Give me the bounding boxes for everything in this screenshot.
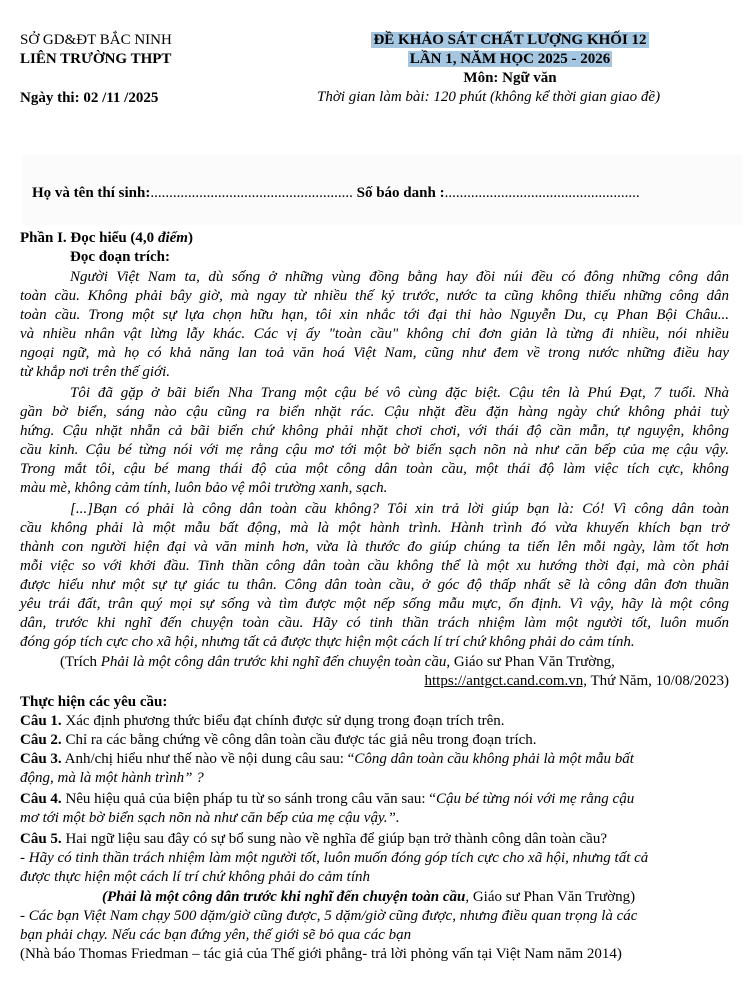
read-passage-label: Đọc đoạn trích: (70, 249, 170, 265)
question-4-label: Câu 4. (20, 791, 62, 807)
passage-line: Tôi đã gặp ở bãi biển Nha Trang một cậu bé vô cùng đặc biệt. Cậu tên là Phú Đạt, 7 tuổi. Nhà (70, 385, 729, 401)
question-2 (20, 732, 537, 749)
source-author: , Giáo sư Phan Văn Trường, (446, 654, 615, 670)
passage-source-link-line (425, 673, 729, 690)
question-1-text: Xác định phương thức biểu đạt chính được sử dụng trong đoạn trích trên. (61, 713, 505, 729)
passage-line: và nhiều nhân vật lừng lẫy khác. Các vị ấy "toàn cầu" không chỉ đơn giản là từng đi nhiều, nói nhiều (20, 326, 729, 342)
passage-line: thành con người hiện đại và văn minh hơn, vừa là thước đo giúp chúng ta tiến lên mỗi ngày, làm tốt hơn (20, 539, 729, 555)
item1-source-author: , Giáo sư Phan Văn Trường) (465, 889, 636, 905)
question-5-text: Hai ngữ liệu sau đây có sự bổ sung nào về nghĩa để giúp bạn trở thành công dân toàn cầu? (61, 831, 607, 847)
question-4 (20, 791, 634, 808)
candidate-id-label: Số báo danh : (356, 185, 445, 201)
question-4-quote: Cậu bé từng nói với mẹ rằng cậu (435, 791, 635, 807)
question-2-label: Câu 2. (20, 732, 62, 748)
passage-line: mỗi việc so với khởi đầu. Tinh thần công dân toàn cầu không thể là một xu hướng thời đại, mà còn phải (20, 558, 729, 574)
candidate-info-line (32, 185, 640, 202)
question-5-label: Câu 5. (20, 831, 62, 847)
exam-title-line2-text: LẦN 1, NĂM HỌC 2025 - 2026 (409, 51, 611, 67)
question-4-quote-cont: mơ tới một bờ biển sạch nõn nà như căn bếp của mẹ cậu vậy.”. (20, 810, 400, 826)
passage-line: gần bờ biển, sáng nào cậu cũng ra biển nhặt rác. Cậu nhặt đều đặn hàng ngày chứ không phải tuỳ (20, 404, 729, 420)
candidate-name-field[interactable]: ...................................................... (150, 185, 353, 201)
passage-line: từ khắp nơi trên thế giới. (20, 364, 171, 380)
question-5-item2-source: (Nhà báo Thomas Friedman – tác giả của Thế giới phẳng- trả lời phỏng vấn tại Việt Nam năm 2014) (20, 946, 622, 962)
question-5-item1-cont: được thực hiện một cách lí trí chứ không phải do cảm tính (20, 869, 370, 885)
part1-heading-text: Phần I. Đọc hiểu (4,0 (20, 230, 158, 246)
question-5-item2: - Các bạn Việt Nam chạy 500 dặm/giờ cũng được, 5 dặm/giờ cũng được, nhưng điều quan trọng là các (20, 908, 638, 924)
department-name: SỞ GD&ĐT BẮC NINH (20, 32, 172, 48)
source-date: Thứ Năm, 10/08/2023) (586, 673, 729, 689)
question-3-quote: Công dân toàn cầu không phải là một mẫu bất (354, 751, 634, 767)
exam-title-line1-text: ĐỀ KHẢO SÁT CHẤT LƯỢNG KHỐI 12 (373, 32, 647, 48)
part1-heading-end: ) (187, 230, 193, 246)
passage-line: cầu kỉnh. Cậu bé từng nói với mẹ rằng cậu mơ tới một bờ biển sạch nõn nà như căn bếp của mẹ cậu vậy. (20, 442, 729, 458)
question-1-label: Câu 1. (20, 713, 62, 729)
part1-heading (20, 230, 193, 247)
passage-source (60, 654, 615, 671)
question-1 (20, 713, 505, 730)
part1-heading-points: điểm (157, 230, 188, 246)
passage-line: toàn cầu. Trong một sự lựa chọn hữu hạn, tôi xin nhắc tới đại thi hào Nguyễn Du, cụ Phan Bội Châu... (20, 307, 729, 323)
candidate-id-field[interactable]: .................................................... (444, 185, 640, 201)
passage-line: dân, trước khi nghĩ đến chuyện toàn cầu. Hãy có tinh thần trách nhiệm làm một người tốt, luôn muốn (20, 615, 729, 631)
subject: Môn: Ngữ văn (463, 70, 557, 86)
passage-line: hứng. Cậu nhặt nhẵn cả bãi biển chứ không phải nhặt chơi chơi, với thái độ cần mẫn, tự nguyện, không (20, 423, 729, 439)
passage-line: ngoại ngữ, mà họ có khả năng lan toả văn hoá Việt Nam, cũng như đem về trong nước những điều hay (20, 345, 729, 361)
exam-date: Ngày thi: 02 /11 /2025 (20, 90, 159, 106)
passage-line: được hiểu như một sự tự giác tu thân. Công dân toàn cầu, ở góc độ thấp nhất sẽ là công dân đơn thuần (20, 577, 729, 593)
question-5-item2-cont: bạn phải chạy. Nếu các bạn đứng yên, thế giới sẽ bỏ qua các bạn (20, 927, 412, 943)
question-5-item1-source (102, 889, 635, 906)
source-title: Phải là một công dân trước khi nghĩ đến chuyện toàn cầu (100, 654, 447, 670)
candidate-name-label: Họ và tên thí sinh: (32, 185, 151, 201)
question-2-text: Chỉ ra các bằng chứng về công dân toàn cầu được tác giả nêu trong đoạn trích. (61, 732, 537, 748)
question-3 (20, 751, 634, 768)
passage-line: cầu không phải là một mẫu bất động, mà là một hành trình. Hành trình đó vừa khuyến khích bạn trở (20, 520, 729, 536)
question-4-text: Nêu hiệu quả của biện pháp tu từ so sánh trong câu văn sau: “ (61, 791, 436, 807)
passage-line: yêu trái đất, trân quý mọi sự sống và tìm được một nếp sống mẫu mực, ổn định. Vì vậy, hãy là một công (20, 596, 729, 612)
question-3-quote-cont: động, mà là một hành trình” ? (20, 770, 204, 786)
requirements-heading: Thực hiện các yêu cầu: (20, 694, 168, 710)
duration: Thời gian làm bài: 120 phút (không kể thời gian giao đề) (317, 89, 661, 105)
question-3-text: Anh/chị hiểu như thế nào về nội dung câu sau: “ (61, 751, 355, 767)
question-5 (20, 831, 607, 848)
school-name: LIÊN TRƯỜNG THPT (20, 51, 172, 67)
exam-title-line2 (300, 51, 720, 68)
passage-line: đóng góp tích cực cho xã hội, nhưng tất cả được thực hiện một cách lí trí chứ không phải do cảm tính. (20, 634, 635, 650)
item1-source-title: (Phải là một công dân trước khi nghĩ đến chuyện toàn cầu (102, 889, 466, 905)
passage-line: Trong mắt tôi, cậu bé mang thái độ của một công dân toàn cầu, một thái độ làm việc tích cực, không (20, 461, 729, 477)
passage-line: [...]Bạn có phải là công dân toàn cầu không? Tôi xin trả lời giúp bạn là: Có! Vì công dân toàn (70, 501, 729, 517)
question-5-item1: - Hãy có tinh thần trách nhiệm làm một người tốt, luôn muốn đóng góp tích cực cho xã hội, nhưng tất cả (20, 850, 649, 866)
passage-line: toàn cầu. Không phải bây giờ, mà ngay từ nhiều thế kỷ trước, nước ta cũng không thiếu những công dân (20, 288, 729, 304)
passage-line: màu mè, không cảm tính, luôn bảo vệ môi trường xanh, sạch. (20, 480, 388, 496)
source-link[interactable]: https://antgct.cand.com.vn, (424, 673, 587, 689)
exam-title-line1 (300, 32, 720, 49)
source-prefix: (Trích (60, 654, 101, 670)
passage-line: Người Việt Nam ta, dù sống ở những vùng đồng bằng hay đồi núi đều có đông những công dân (70, 269, 729, 285)
question-3-label: Câu 3. (20, 751, 62, 767)
